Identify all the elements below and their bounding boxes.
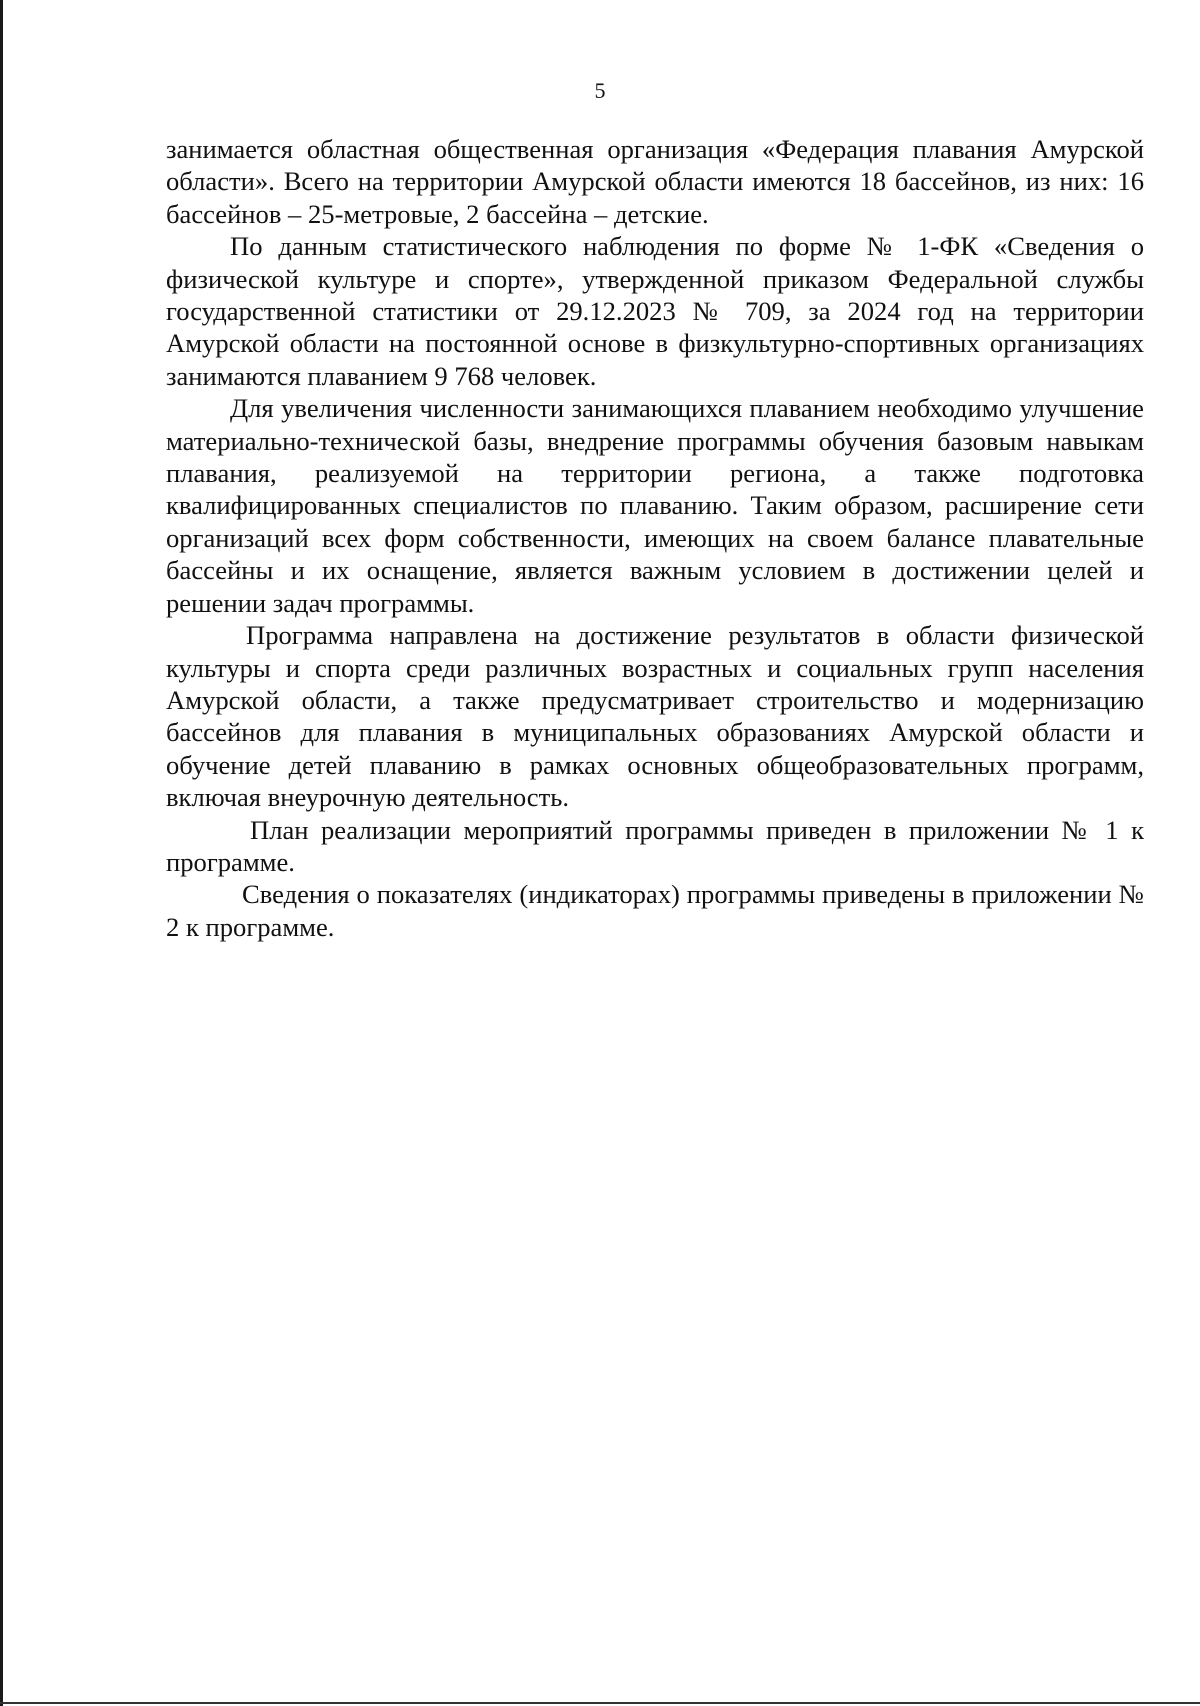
scan-edge-left: [0, 0, 3, 1706]
paragraph-statistics: По данным статистического наблюдения по форме № 1-ФК «Сведения о физической культуре и спорте», утвержденной приказом Федеральной службы государственной статистики от 29.12.2023 № 709, за 2024 год на территории Амурской области на постоянной основе в физкультурно-спортивных организациях занимаются плаванием 9 768 человек.: [166, 231, 1144, 391]
paragraph-improvement: Для увеличения численности занимающихся плаванием необходимо улучшение материально-технической базы, внедрение программы обучения базовым навыкам плавания, реализуемой на территории региона, а также подготовка квалифицированных специалистов по плаванию. Таким образом, расширение сети организаций всех форм собственности, имеющих на своем балансе плавательные бассейны и их оснащение, является важным условием в достижении целей и решении задач программы.: [166, 393, 1144, 618]
document-body: [166, 133, 1144, 943]
paragraph-plan-appendix: План реализации мероприятий программы приведен в приложении № 1 к программе.: [166, 814, 1144, 877]
paragraph-program-goals: Программа направлена на достижение результатов в области физической культуры и спорта среди различных возрастных и социальных групп населения Амурской области, а также предусматривает строительство и модернизацию бассейнов для плавания в муниципальных образованиях Амурской области и обучение детей плаванию в рамках основных общеобразовательных программ, включая внеурочную деятельность.: [166, 620, 1144, 813]
scan-edge-bottom: [0, 1702, 1200, 1704]
page-number: 5: [594, 78, 606, 103]
paragraph-indicators-appendix: Сведения о показателях (индикаторах) программы приведены в приложении № 2 к программе.: [166, 879, 1144, 942]
paragraph-continuation: занимается областная общественная организация «Федерация плавания Амурской области». Всего на территории Амурской области имеются 18 бассейнов, из них: 16 бассейнов – 25-метровые, 2 бассейна – детские.: [166, 134, 1144, 229]
